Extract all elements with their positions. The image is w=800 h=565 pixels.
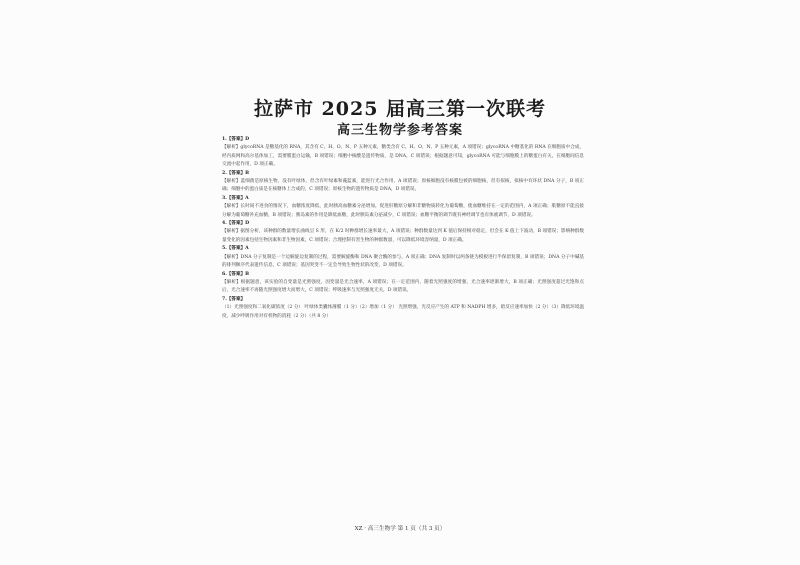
answer-line: 3.【答案】A [222, 195, 249, 201]
explanation-text: 【解析】据图分析，该种群的数量增长曲线呈 S 形，在 K/2 时种群增长速率最大，A 项错误；种群数量达到 K 值后保持相对稳定，但会在 K 值上下波动，B 项错误；影响种群数量变化的因素包括生物因素和非生物因素，C 项错误；合理控制有害生物的种群数量，可以降低环境容纳量，D 项正确。 [222, 229, 584, 243]
answer-line: 7.【答案】 [222, 296, 246, 302]
question-6 [222, 271, 584, 296]
page-title: 拉萨市 2025 届高三第一次联考 [253, 98, 547, 120]
answer-line: 1.【答案】D [222, 137, 250, 142]
answer-line: 5.【答案】A [222, 246, 249, 252]
question-7 [222, 296, 584, 321]
explanation-text: 【解析】DNA 分子复制是一个边解旋边复制的过程，需要解旋酶和 DNA 聚合酶的参与，A 项正确；DNA 复制时以两条链为模板进行半保留复制，B 项错误；DNA 分子中碱基的排列顺序代表遗传信息，C 项错误；基因突变不一定会导致生物性状的改变，D 项错误。 [222, 254, 584, 269]
answer-line: 6.【答案】B [222, 271, 250, 277]
explanation-text: 【解析】蓝细菌是原核生物，没有叶绿体，但含有叶绿素和藻蓝素，能进行光合作用，A 项错误；原核细胞没有核膜包被的细胞核，但有拟核，拟核中有环状 DNA 分子，B 项正确；细胞中的蛋白质是在核糖体上合成的，C 项错误；原核生物的遗传物质是 DNA，D 项错误。 [222, 179, 584, 193]
explanation-text: 【解析】根据题意，该实验的自变量是光照强度，因变量是光合速率，A 项错误；在一定范围内，随着光照强度的增强，光合速率逐渐增大，B 项正确；光照强度超过光饱和点后，光合速率不再随光照强度增大而增大，C 项错误；呼吸速率与光照强度无关，D 项错误。 [222, 279, 584, 294]
page-footer: XZ · 高三生物学 第 1 页（共 3 页） [354, 526, 446, 532]
answer-body [222, 136, 584, 321]
page-subtitle: 高三生物学参考答案 [336, 123, 463, 138]
question-5 [222, 245, 584, 270]
question-4 [222, 220, 584, 245]
explanation-text: （1）光照强度和二氧化碳浓度（2 分） 叶绿体类囊体薄膜（1 分）（2）增加（1 分） 光照增强，光反应产生的 ATP 和 NADPH 增多，暗反应速率加快（2 分）（3）降低环境温度，减少呼吸作用对有机物的消耗（2 分）（共 8 分） [222, 305, 584, 319]
explanation-text: 【解析】glycoRNA 是糖基化的 RNA，其含有 C、H、O、N、P 五种元素，糖类含有 C、H、O，N、P 五种元素，A 项错误；glycoRNA 中糖基化的 RNA 在细胞质中合成，经内质网和高尔基体加工，需要膜蛋白运输，B 项错误；细胞中核酸是遗传物质，是 DNA，C 项错误；根据题意可知，glycoRNA 可能与细胞膜上的糖蛋白有关，在细胞间信息交流中起作用，D 项正确。 [222, 145, 584, 168]
question-2 [222, 170, 584, 195]
question-1 [222, 136, 584, 170]
answer-line: 2.【答案】B [222, 170, 250, 176]
answer-line: 4.【答案】D [222, 221, 250, 227]
explanation-text: 【解析】长时间不进食的情况下，血糖浓度降低，此时胰高血糖素分泌增加，促进肝糖原分解和非糖物质转化为葡萄糖，使血糖维持在一定的范围内，A 项正确；肌糖原不能直接分解为葡萄糖补充血糖，B 项错误；胰岛素的作用是降低血糖，此时胰岛素分泌减少，C 项错误；血糖平衡的调节既有神经调节也有体液调节，D 项错误。 [222, 204, 584, 218]
question-3 [222, 195, 584, 220]
